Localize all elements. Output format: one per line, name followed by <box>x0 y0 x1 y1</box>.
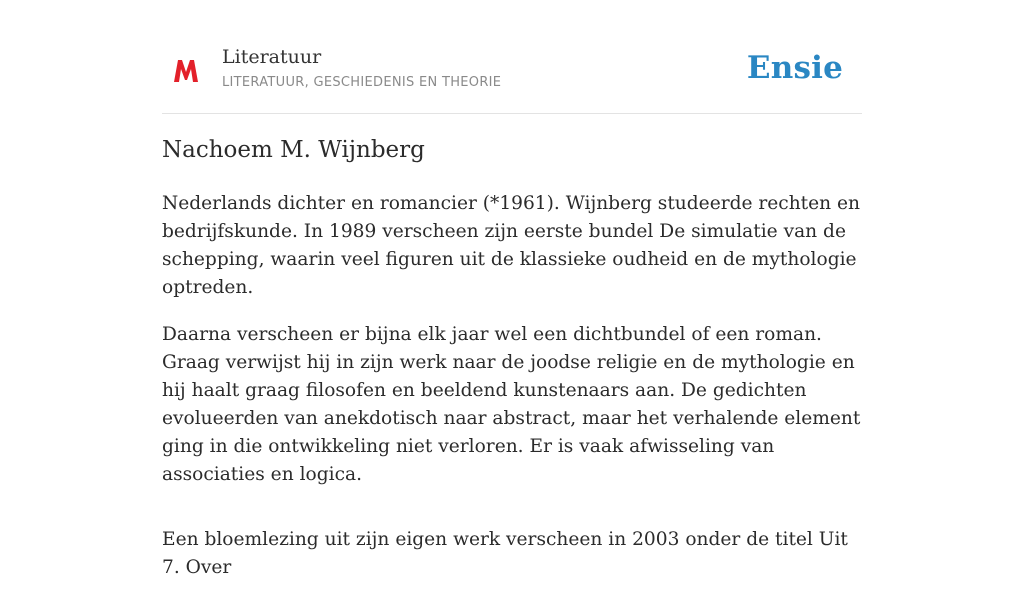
page <box>162 0 862 578</box>
category-subtitle: LITERATUUR, GESCHIEDENIS EN THEORIE <box>222 75 502 90</box>
article-paragraph: Daarna verscheen er bijna elk jaar wel een dichtbundel of een roman. Graag verwijst hij in zijn werk naar de joodse religie en de mythologie en hij haalt graag filosofen en beeldend kunstenaars aan. De gedichten evolueerden van anekdotisch naar abstract, maar het verhalende element ging in die ontwikkeling niet verloren. Er is vaak afwisseling van associaties en logica. <box>162 324 861 485</box>
brand-logo[interactable]: Ensie <box>746 50 843 86</box>
category-logo-icon[interactable] <box>173 57 199 83</box>
article-paragraph: Een bloemlezing uit zijn eigen werk verscheen in 2003 onder de titel Uit 7. Over <box>162 529 848 578</box>
article-title: Nachoem M. Wijnberg <box>162 137 425 163</box>
site-header <box>162 0 862 114</box>
article-paragraph: Nederlands dichter en romancier (*1961). Wijnberg studeerde rechten en bedrijfskunde. In 1989 verscheen zijn eerste bundel De simulatie van de schepping, waarin veel figuren uit de klassieke oudheid en de mythologie optreden. <box>162 193 861 298</box>
category-title[interactable]: Literatuur <box>222 46 322 68</box>
article-body <box>162 190 864 601</box>
